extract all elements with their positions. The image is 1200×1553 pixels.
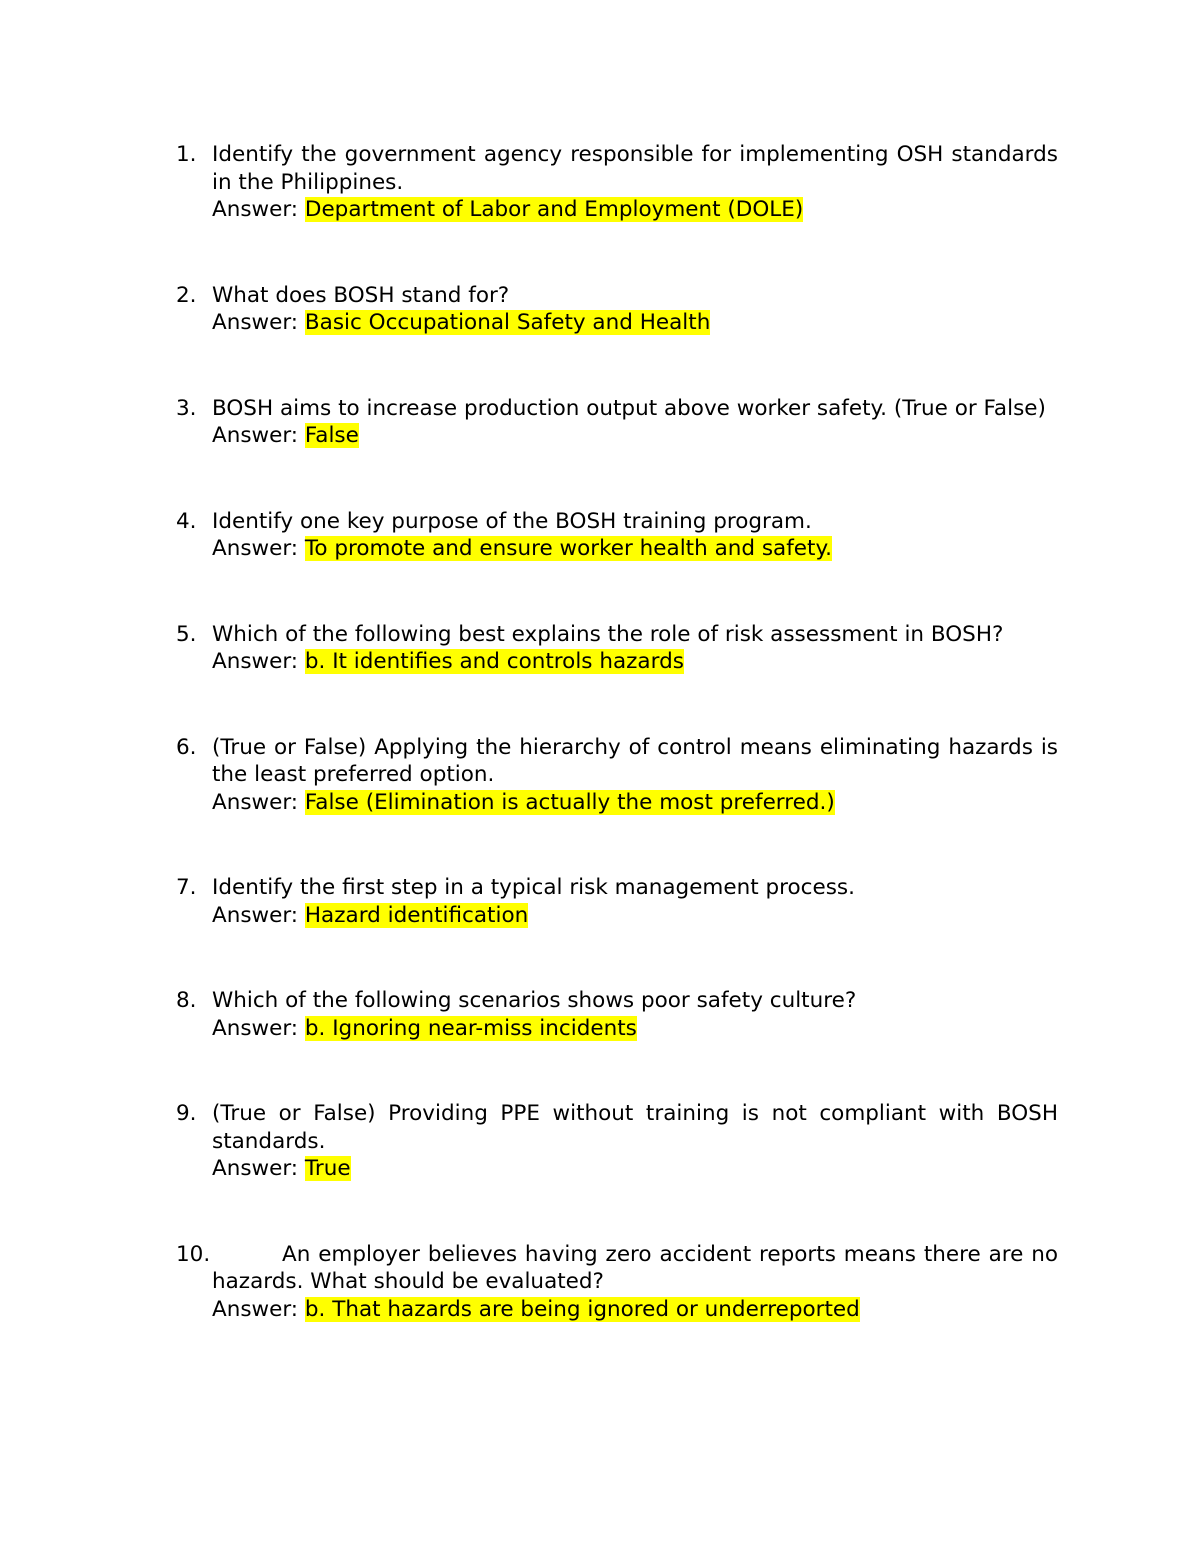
answer-line bbox=[212, 902, 1058, 930]
question-number: 2. bbox=[176, 282, 197, 308]
question-text: Identify the first step in a typical risk management process. bbox=[212, 875, 855, 900]
answer-label: Answer: bbox=[212, 789, 305, 815]
question-number: 6. bbox=[176, 734, 197, 760]
answer-highlight: b. That hazards are being ignored or underreported bbox=[304, 1296, 860, 1322]
answer-highlight: True bbox=[304, 1156, 351, 1181]
answer-label: Answer: bbox=[212, 1296, 305, 1322]
question-text bbox=[212, 1241, 1058, 1296]
answer-line bbox=[212, 1155, 1058, 1183]
question-number: 9. bbox=[176, 1101, 197, 1126]
answer-label: Answer: bbox=[212, 536, 305, 561]
question-item-7 bbox=[176, 874, 1058, 929]
answer-label: Answer: bbox=[212, 902, 305, 928]
answer-line bbox=[212, 196, 1058, 224]
question-item-4 bbox=[176, 508, 1058, 563]
question-text: Which of the following scenarios shows poor safety culture? bbox=[212, 988, 857, 1013]
question-text: BOSH aims to increase production output above worker safety. (True or False) bbox=[212, 395, 1046, 421]
answer-label: Answer: bbox=[212, 197, 305, 222]
question-item-3 bbox=[176, 395, 1058, 450]
question-text: (True or False) Applying the hierarchy of control means eliminating hazards is the least preferred option. bbox=[212, 734, 1058, 787]
answer-highlight: False (Elimination is actually the most preferred.) bbox=[304, 789, 835, 815]
question-item-10 bbox=[176, 1241, 1058, 1324]
question-item-1 bbox=[176, 141, 1058, 224]
question-text: (True or False) Providing PPE without training is not compliant with BOSH standards. bbox=[212, 1101, 1058, 1154]
question-number: 1. bbox=[176, 142, 197, 167]
question-number: 10. bbox=[176, 1241, 211, 1267]
answer-line bbox=[212, 789, 1058, 817]
question-text: Identify the government agency responsible for implementing OSH standards in the Philippines. bbox=[212, 142, 1058, 195]
answer-line bbox=[212, 1015, 1058, 1043]
question-number: 7. bbox=[176, 875, 197, 900]
answer-highlight: Hazard identification bbox=[304, 902, 529, 928]
answer-highlight: Basic Occupational Safety and Health bbox=[304, 310, 711, 335]
question-item-6 bbox=[176, 734, 1058, 817]
answer-label: Answer: bbox=[212, 649, 305, 674]
answer-highlight: b. Ignoring near-miss incidents bbox=[304, 1015, 637, 1041]
question-number: 3. bbox=[176, 395, 197, 421]
question-list bbox=[176, 141, 1058, 1323]
answer-line bbox=[212, 309, 1058, 337]
answer-highlight: False bbox=[304, 423, 359, 448]
question-text: What does BOSH stand for? bbox=[212, 282, 510, 308]
answer-label: Answer: bbox=[212, 310, 305, 335]
answer-label: Answer: bbox=[212, 1156, 305, 1181]
answer-label: Answer: bbox=[212, 423, 305, 448]
answer-highlight: To promote and ensure worker health and safety. bbox=[304, 536, 832, 561]
answer-label: Answer: bbox=[212, 1015, 305, 1041]
question-item-8 bbox=[176, 987, 1058, 1042]
question-item-2 bbox=[176, 282, 1058, 337]
answer-line bbox=[212, 1296, 1058, 1324]
answer-line bbox=[212, 648, 1058, 676]
answer-line bbox=[212, 422, 1058, 450]
question-number: 8. bbox=[176, 988, 197, 1013]
question-text: Identify one key purpose of the BOSH training program. bbox=[212, 508, 812, 534]
answer-line bbox=[212, 535, 1058, 563]
question-text: Which of the following best explains the role of risk assessment in BOSH? bbox=[212, 621, 1004, 647]
answer-highlight: Department of Labor and Employment (DOLE) bbox=[304, 197, 804, 222]
question-item-9 bbox=[176, 1100, 1058, 1183]
answer-highlight: b. It identifies and controls hazards bbox=[304, 649, 684, 674]
question-number: 5. bbox=[176, 621, 197, 647]
question-number: 4. bbox=[176, 508, 197, 534]
question-item-5 bbox=[176, 621, 1058, 676]
question-text-content: An employer believes having zero accident reports means there are no hazards. What should be evaluated? bbox=[212, 1241, 1058, 1294]
